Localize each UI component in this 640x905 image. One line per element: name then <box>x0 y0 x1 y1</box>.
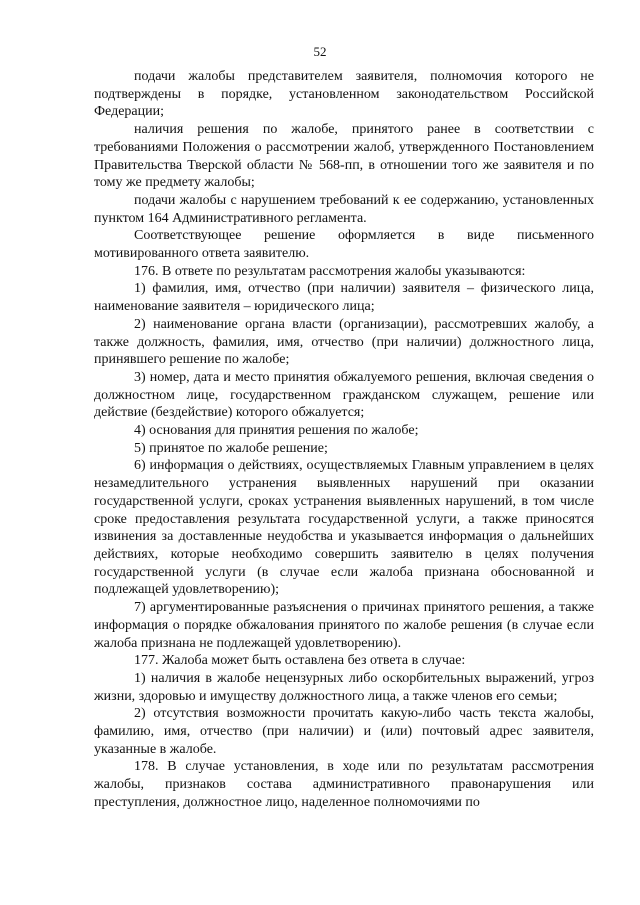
paragraph: 177. Жалоба может быть оставлена без ответа в случае: <box>134 653 466 669</box>
paragraph: 1) наличия в жалобе нецензурных либо оскорбительных выражений, угроз жизни, здоровью и имуществу должностного лица, а также членов его семьи; <box>94 670 594 704</box>
paragraph: подачи жалобы представителем заявителя, полномочия которого не подтверждены в порядке, установленном законодательством Российской Федерации; <box>94 69 594 120</box>
paragraph: 5) принятое по жалобе решение; <box>134 440 328 456</box>
paragraph: 7) аргументированные разъяснения о причинах принятого решения, а также информация о порядке обжалования принятого по жалобе решения (в случае если жалоба признана не подлежащей удовлетворению). <box>94 600 594 651</box>
paragraph: Соответствующее решение оформляется в виде письменного мотивированного ответа заявителю. <box>94 228 594 262</box>
paragraph: 3) номер, дата и место принятия обжалуемого решения, включая сведения о должностном лице, государственном гражданском служащем, решение или действие (бездействие) которого обжалуется; <box>94 369 594 421</box>
paragraph: 6) информация о действиях, осуществляемых Главным управлением в целях незамедлительного устранения выявленных нарушений при оказании государственной услуги, сроках устранения выявленных нарушений, в том числе сроке предоставления результата государственной услуги, а также приносятся извинения за доставленные неудобства и указывается информация о дальнейших действиях, которые необходимо совершить заявителю в целях получения государственной услуги (в случае если жалоба признана обоснованной и подлежащей удовлетворению); <box>94 458 594 598</box>
paragraph: наличия решения по жалобе, принятого ранее в соответствии с требованиями Положения о рассмотрении жалоб, утвержденного Постановлением Правительства Тверской области № 568-пп, в отношении того же заявителя и по тому же предмету жалобы; <box>94 122 594 191</box>
document-body <box>94 68 594 812</box>
paragraph: 176. В ответе по результатам рассмотрения жалобы указываются: <box>134 263 526 279</box>
paragraph: подачи жалобы с нарушением требований к ее содержанию, установленных пунктом 164 Административного регламента. <box>94 192 594 226</box>
paragraph: 2) наименование органа власти (организации), рассмотревших жалобу, а также должность, фамилия, имя, отчество (при наличии) должностного лица, принявшего решение по жалобе; <box>94 316 594 368</box>
paragraph: 4) основания для принятия решения по жалобе; <box>134 423 419 439</box>
paragraph: 2) отсутствия возможности прочитать какую-либо часть текста жалобы, фамилию, имя, отчество (при наличии) и (или) почтовый адрес заявителя, указанные в жалобе. <box>94 706 594 757</box>
paragraph: 1) фамилия, имя, отчество (при наличии) заявителя – физического лица, наименование заявителя – юридического лица; <box>94 281 594 315</box>
paragraph: 178. В случае установления, в ходе или по результатам рассмотрения жалобы, признаков состава административного правонарушения или преступления, должностное лицо, наделенное полномочиями по <box>94 759 594 810</box>
page-number: 52 <box>313 44 327 59</box>
